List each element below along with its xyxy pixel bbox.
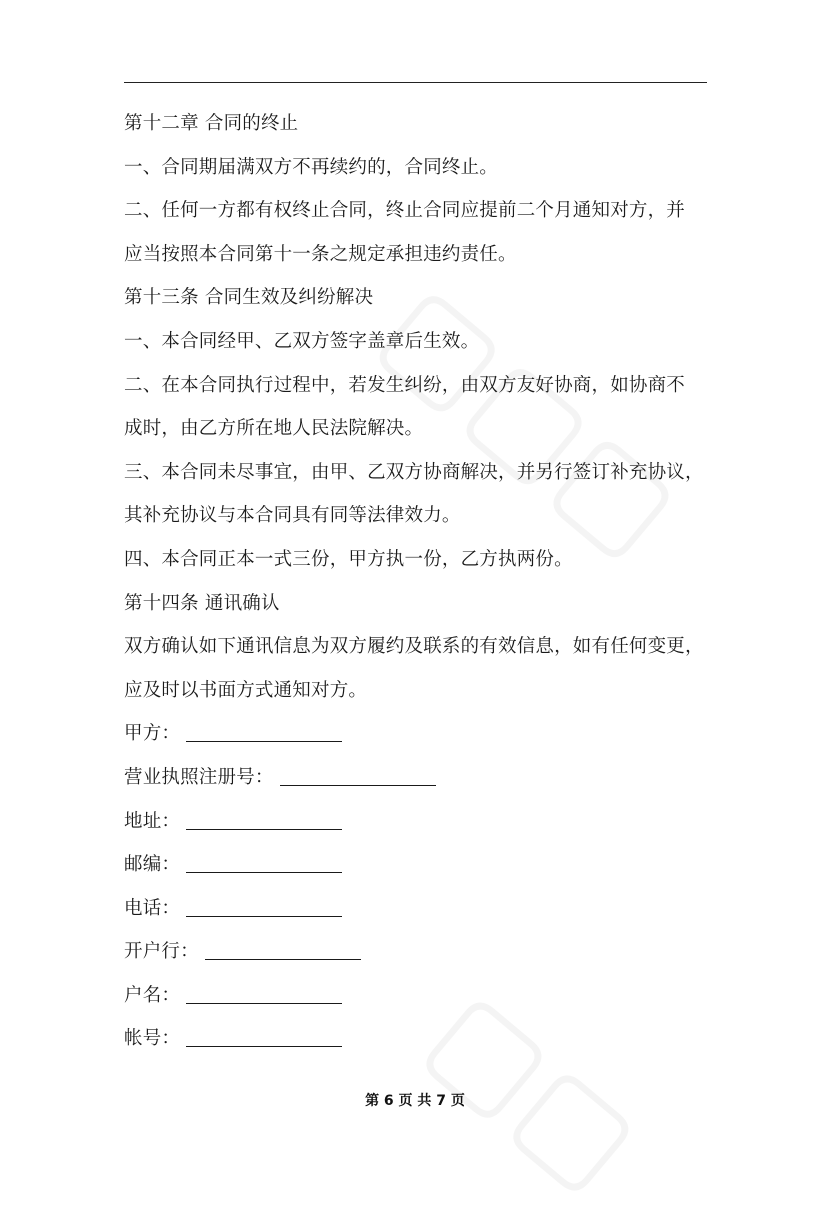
field-address [124, 800, 714, 844]
field-account-number [124, 1017, 714, 1061]
section-heading: 第十四条 通讯确认 [124, 592, 280, 614]
field-label: 邮编： [124, 854, 181, 876]
field-account-name [124, 974, 714, 1018]
paragraph-line: 应当按照本合同第十一条之规定承担违约责任。 [124, 243, 517, 265]
blank-line [186, 809, 342, 830]
blank-line [280, 765, 436, 786]
field-label: 开户行： [124, 941, 199, 963]
paragraph-line: 一、本合同经甲、乙双方签字盖章后生效。 [124, 330, 480, 352]
field-label: 营业执照注册号： [124, 766, 274, 788]
blank-line [186, 721, 342, 742]
field-party-a [124, 712, 714, 756]
field-label: 地址： [124, 810, 181, 832]
blank-line [186, 896, 342, 917]
section-heading: 第十三条 合同生效及纠纷解决 [124, 287, 374, 309]
field-postcode [124, 843, 714, 887]
paragraph-line: 应及时以书面方式通知对方。 [124, 679, 368, 701]
blank-line [186, 852, 342, 873]
field-label: 甲方： [124, 723, 181, 745]
paragraph-line: 一、合同期届满双方不再续约的，合同终止。 [124, 156, 499, 178]
field-label: 户名： [124, 984, 181, 1006]
field-license-number [124, 756, 714, 800]
paragraph-line: 三、本合同未尽事宜，由甲、乙双方协商解决，并另行签订补充协议， [124, 461, 704, 483]
paragraph-line: 二、任何一方都有权终止合同，终止合同应提前二个月通知对方，并 [124, 200, 686, 222]
paragraph-line: 其补充协议与本合同具有同等法律效力。 [124, 505, 461, 527]
page-number: 第 6 页 共 7 页 [365, 1093, 465, 1109]
paragraph-line: 成时，由乙方所在地人民法院解决。 [124, 418, 424, 440]
section-heading: 第十二章 合同的终止 [124, 113, 299, 134]
field-label: 帐号： [124, 1028, 181, 1050]
document-body [124, 102, 714, 1061]
header-rule [124, 82, 707, 83]
paragraph-line: 二、在本合同执行过程中，若发生纠纷，由双方友好协商，如协商不 [124, 374, 686, 396]
blank-line [205, 939, 361, 960]
paragraph-line: 双方确认如下通讯信息为双方履约及联系的有效信息，如有任何变更， [124, 636, 704, 658]
paragraph-line: 四、本合同正本一式三份，甲方执一份，乙方执两份。 [124, 548, 573, 570]
field-bank [124, 930, 714, 974]
field-label: 电话： [124, 897, 181, 919]
field-phone [124, 887, 714, 931]
blank-line [186, 1026, 342, 1047]
blank-line [186, 983, 342, 1004]
